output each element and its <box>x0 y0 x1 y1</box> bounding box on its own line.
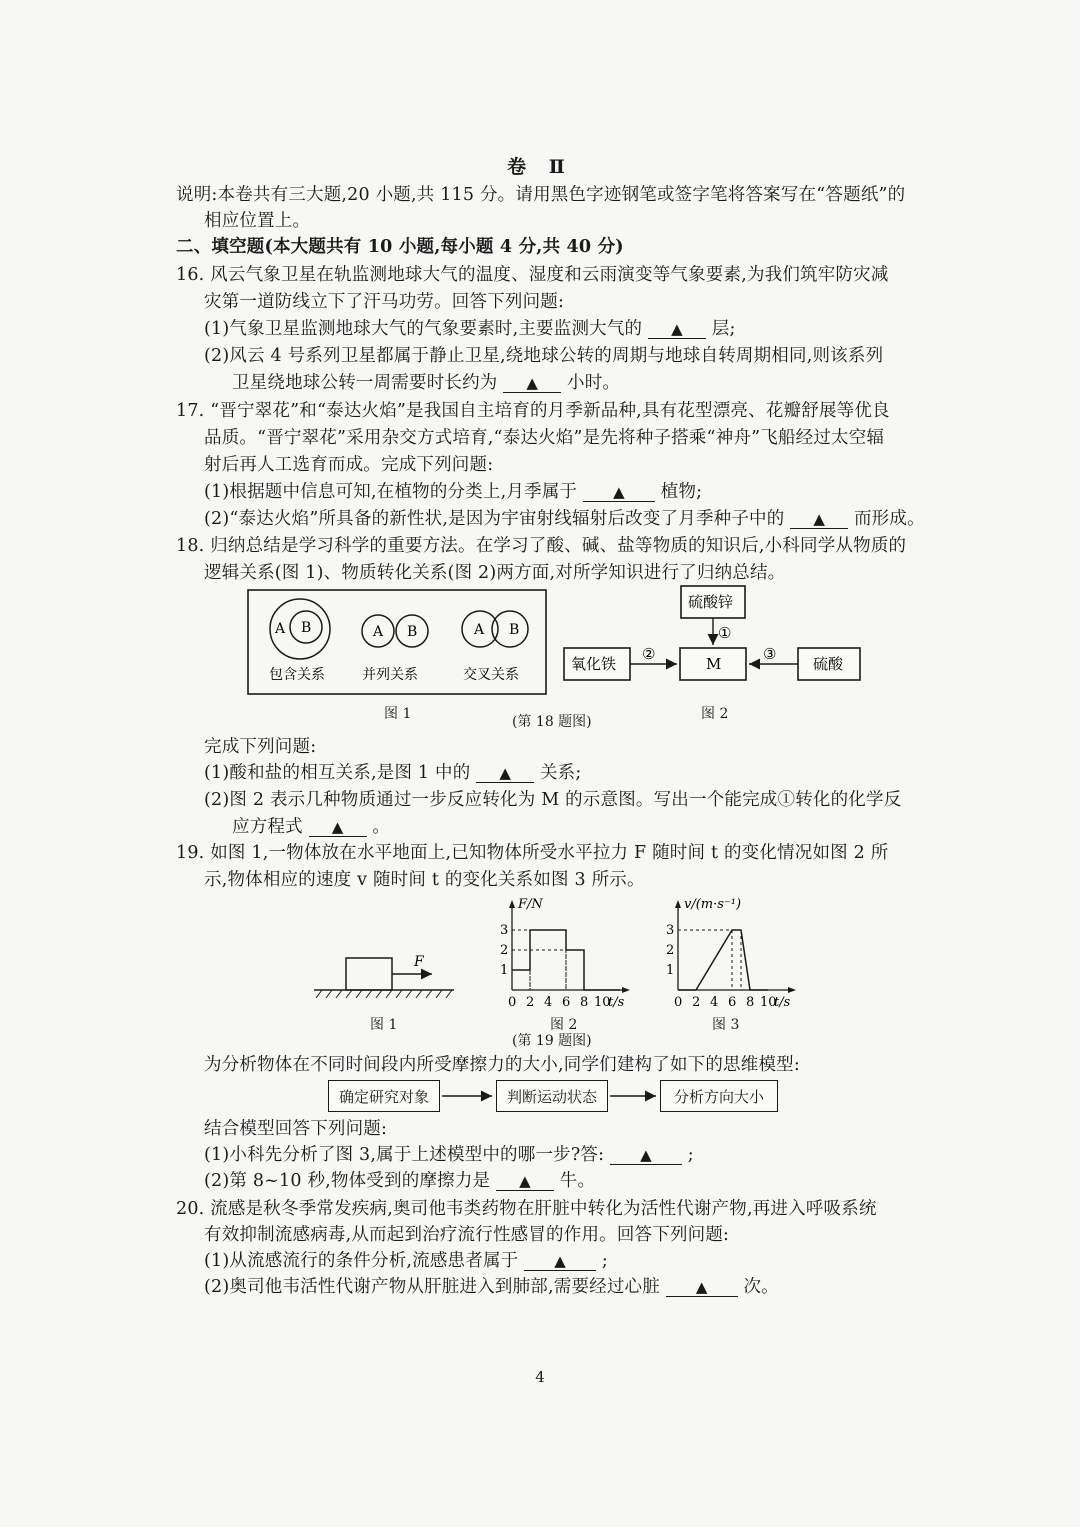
q18-stem-line-2: 逻辑关系(图 1)、物质转化关系(图 2)两方面,对所学知识进行了归纳总结。 <box>204 563 786 583</box>
flow-arrow-2 <box>608 1088 660 1104</box>
answer-blank[interactable]: ▲ <box>666 1278 738 1297</box>
q18-prompt: 完成下列问题: <box>204 737 317 757</box>
q19-figure-1-caption: 图 1 <box>370 1017 398 1033</box>
x-axis-arrowhead <box>622 987 630 993</box>
svg-text:氧化铁: 氧化铁 <box>571 655 617 673</box>
x-tick-label: 6 <box>562 995 571 1010</box>
q17-stem-line-1: 17. “晋宁翠花”和“泰达火焰”是我国自主培育的月季新品种,具有花型漂亮、花瓣舒展等优良 <box>176 401 890 421</box>
q16-part-2-line-2: 卫星绕地球公转一周需要时长约为 ▲ 小时。 <box>232 373 621 393</box>
q18-part-2-line-2: 应方程式 ▲ 。 <box>232 817 391 837</box>
step-3-label: ③ <box>763 645 777 663</box>
answer-blank[interactable]: ▲ <box>790 510 848 529</box>
q19-figure-3-caption: 图 3 <box>712 1017 740 1033</box>
series-line <box>678 930 768 990</box>
q20-stem-line-2: 有效抑制流感病毒,从而起到治疗流行性感冒的作用。回答下列问题: <box>204 1225 730 1245</box>
q17-part-2: (2)“泰达火焰”所具备的新性状,是因为宇宙射线辐射后改变了月季种子中的 ▲ 而形成。 <box>204 509 925 529</box>
q16-part-1: (1)气象卫星监测地球大气的气象要素时,主要监测大气的 ▲ 层; <box>204 319 736 339</box>
instructions-line-2: 相应位置上。 <box>204 211 311 231</box>
y-axis-label: v/(m·s⁻¹) <box>684 897 742 912</box>
label-a: A <box>373 624 384 640</box>
q18-stem-line-1: 18. 归纳总结是学习科学的重要方法。在学习了酸、碱、盐等物质的知识后,小科同学从物质的 <box>176 536 907 556</box>
y-axis-arrowhead <box>675 900 681 908</box>
q17-part-1: (1)根据题中信息可知,在植物的分类上,月季属于 ▲ 植物; <box>204 482 703 502</box>
y-axis-label: F/N <box>518 897 543 912</box>
y-tick-label: 2 <box>666 943 675 958</box>
x-tick-label: 2 <box>526 995 535 1010</box>
q19-figure-caption: (第 19 题图) <box>512 1033 592 1049</box>
q19-figure-2-caption: 图 2 <box>550 1017 578 1033</box>
y-tick-label: 3 <box>500 923 509 938</box>
force-label: F <box>414 954 424 970</box>
ground-hatching <box>316 990 452 998</box>
y-tick-label: 1 <box>500 963 509 978</box>
answer-blank[interactable]: ▲ <box>524 1252 596 1271</box>
step-1-label: ① <box>718 624 732 642</box>
q19-stem-line-1: 19. 如图 1,一物体放在水平地面上,已知物体所受水平拉力 F 随时间 t 的变化情况如图 2 所 <box>176 843 889 863</box>
model-step-3: 分析方向大小 <box>660 1080 778 1112</box>
q16-stem-line-1: 16. 风云气象卫星在轨监测地球大气的温度、湿度和云雨演变等气象要素,为我们筑牢防灾减 <box>176 265 889 285</box>
q18-figure-1 <box>247 589 547 695</box>
q20-part-1: (1)从流感流行的条件分析,流感患者属于 ▲ ; <box>204 1251 608 1271</box>
x-tick-label: 2 <box>692 995 701 1010</box>
q16-stem-line-2: 灾第一道防线立下了汗马功劳。回答下列问题: <box>204 292 565 312</box>
q18-figure-1-caption: 图 1 <box>384 706 412 722</box>
q19-velocity-time-chart <box>656 886 816 1014</box>
q17-stem-line-2: 品质。“晋宁翠花”采用杂交方式培育,“泰达火焰”是先将种子搭乘“神舟”飞船经过太空辐 <box>204 428 885 448</box>
q20-stem-line-1: 20. 流感是秋冬季常发疾病,奥司他韦类药物在肝脏中转化为活性代谢产物,再进入呼吸系统 <box>176 1199 877 1219</box>
y-tick-label: 2 <box>500 943 509 958</box>
model-step-2: 判断运动状态 <box>496 1080 608 1112</box>
answer-blank[interactable]: ▲ <box>648 320 706 339</box>
x-axis-label: t/s <box>774 995 791 1010</box>
x-tick-label: 4 <box>710 995 719 1010</box>
q20-part-2: (2)奥司他韦活性代谢产物从肝脏进入到肺部,需要经过心脏 ▲ 次。 <box>204 1277 779 1297</box>
block <box>346 958 392 990</box>
step-2-label: ② <box>642 645 656 663</box>
x-axis-arrowhead <box>788 987 796 993</box>
y-axis-arrowhead <box>509 900 515 908</box>
q18-figure-2-caption: 图 2 <box>701 706 729 722</box>
answer-blank[interactable]: ▲ <box>583 483 655 502</box>
q19-force-time-chart <box>490 892 650 1014</box>
q19-part-2: (2)第 8~10 秒,物体受到的摩擦力是 ▲ 牛。 <box>204 1171 596 1191</box>
page-number: 4 <box>535 1368 545 1386</box>
label-a: A <box>474 622 485 638</box>
q18-figure-2 <box>560 582 870 694</box>
answer-blank[interactable]: ▲ <box>476 764 534 783</box>
x-tick-label: 8 <box>580 995 589 1010</box>
q18-figure-caption: (第 18 题图) <box>512 714 592 730</box>
y-tick-label: 1 <box>666 963 675 978</box>
model-step-1: 确定研究对象 <box>328 1080 440 1112</box>
label-b: B <box>509 622 520 638</box>
x-tick-label: 10 <box>594 995 611 1010</box>
x-axis-label: t/s <box>608 995 625 1010</box>
x-tick-label: 6 <box>728 995 737 1010</box>
q16-part-2-line-1: (2)风云 4 号系列卫星都属于静止卫星,绕地球公转的周期与地球自转周期相同,则该系列 <box>204 346 884 366</box>
q18-part-1: (1)酸和盐的相互关系,是图 1 中的 ▲ 关系; <box>204 763 582 783</box>
answer-blank[interactable]: ▲ <box>496 1172 554 1191</box>
q19-model-intro: 为分析物体在不同时间段内所受摩擦力的大小,同学们建构了如下的思维模型: <box>204 1055 800 1075</box>
flow-arrow-1 <box>440 1088 496 1104</box>
label-parallel: 并列关系 <box>362 667 418 683</box>
answer-blank[interactable]: ▲ <box>503 374 561 393</box>
svg-text:硫酸: 硫酸 <box>813 655 844 673</box>
y-tick-label: 3 <box>666 923 675 938</box>
x-tick-label: 8 <box>746 995 755 1010</box>
label-a: A <box>275 621 286 637</box>
q19-stem-line-2: 示,物体相应的速度 v 随时间 t 的变化关系如图 3 所示。 <box>204 870 645 890</box>
paper-section-title: 卷 Ⅱ <box>507 156 573 178</box>
q19-prompt: 结合模型回答下列问题: <box>204 1119 388 1139</box>
q19-part-1: (1)小科先分析了图 3,属于上述模型中的哪一步?答: ▲ ; <box>204 1145 694 1165</box>
section-heading: 二、填空题(本大题共有 10 小题,每小题 4 分,共 40 分) <box>176 237 624 257</box>
label-b: B <box>407 624 418 640</box>
instructions-line-1: 说明:本卷共有三大题,20 小题,共 115 分。请用黑色字迹钢笔或签字笔将答案写在“答题纸”的 <box>176 185 906 205</box>
q19-figure-1 <box>310 950 460 1000</box>
q17-stem-line-3: 射后再人工选育而成。完成下列问题: <box>204 455 494 475</box>
x-tick-label: 0 <box>674 995 683 1010</box>
svg-text:M: M <box>706 655 722 673</box>
q18-part-2-line-1: (2)图 2 表示几种物质通过一步反应转化为 M 的示意图。写出一个能完成①转化的化学反 <box>204 790 902 810</box>
answer-blank[interactable]: ▲ <box>309 818 367 837</box>
answer-blank[interactable]: ▲ <box>610 1146 682 1165</box>
label-contain: 包含关系 <box>269 667 325 683</box>
x-tick-label: 10 <box>760 995 777 1010</box>
label-b: B <box>301 620 312 636</box>
label-cross: 交叉关系 <box>463 667 519 683</box>
x-tick-label: 0 <box>508 995 517 1010</box>
x-tick-label: 4 <box>544 995 553 1010</box>
svg-text:硫酸锌: 硫酸锌 <box>688 593 734 611</box>
